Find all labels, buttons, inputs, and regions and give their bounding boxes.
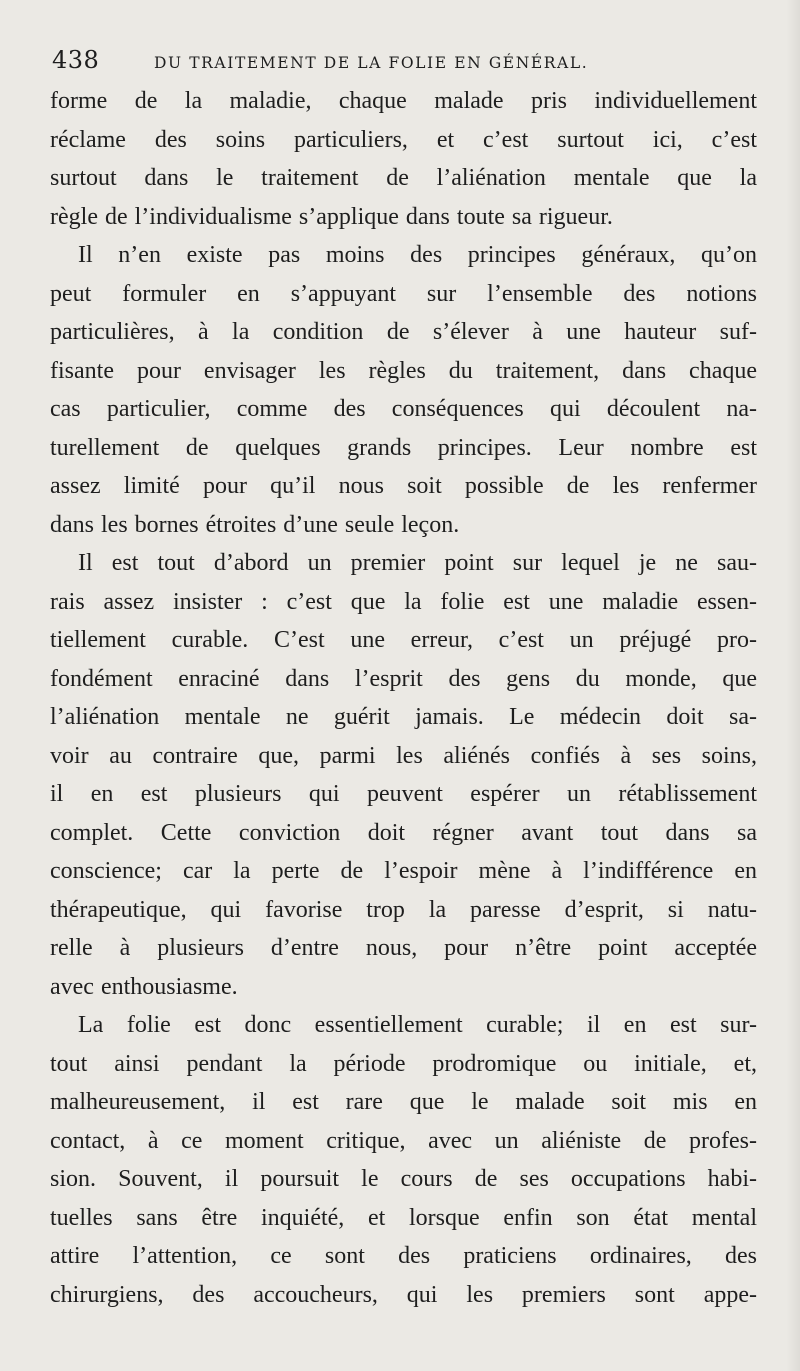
- text-line: tiellement curable. C’est une erreur, c’est un préjugé pro-: [50, 627, 757, 653]
- text-line: complet. Cette conviction doit régner avant tout dans sa: [50, 819, 757, 846]
- text-line: chirurgiens, des accoucheurs, qui les premiers sont appe-: [50, 1281, 757, 1308]
- text-line: attire l’attention, ce sont des praticiens ordinaires, des: [50, 1243, 757, 1269]
- running-title: DU TRAITEMENT DE LA FOLIE EN GÉNÉRAL.: [154, 54, 589, 72]
- text-line: particulières, à la condition de s’élever à une hauteur suf-: [50, 319, 757, 345]
- text-line: surtout dans le traitement de l’aliénation mentale que la: [50, 165, 757, 191]
- text-line: fisante pour envisager les règles du traitement, dans chaque: [50, 357, 757, 384]
- text-line: sion. Souvent, il poursuit le cours de ses occupations habi-: [50, 1166, 757, 1192]
- text-line: dans les bornes étroites d’une seule leçon.: [50, 511, 460, 538]
- text-line: conscience; car la perte de l’espoir mène à l’indifférence en: [50, 858, 757, 884]
- text-line: malheureusement, il est rare que le malade soit mis en: [50, 1089, 757, 1115]
- text-line: il en est plusieurs qui peuvent espérer un rétablissement: [50, 781, 757, 807]
- text-line: peut formuler en s’appuyant sur l’ensemble des notions: [50, 280, 757, 307]
- paragraph-start-line: La folie est donc essentiellement curable; il en est sur-: [78, 1012, 757, 1038]
- page-number: 438: [52, 46, 100, 74]
- running-head: [52, 40, 758, 80]
- body-text: [50, 82, 757, 1314]
- text-line: voir au contraire que, parmi les aliénés confiés à ses soins,: [50, 742, 757, 769]
- text-line: avec enthousiasme.: [50, 973, 238, 1000]
- text-line: relle à plusieurs d’entre nous, pour n’être point acceptée: [50, 935, 757, 961]
- text-line: turellement de quelques grands principes. Leur nombre est: [50, 434, 757, 461]
- text-line: contact, à ce moment critique, avec un aliéniste de profes-: [50, 1127, 757, 1154]
- paragraph-start-line: Il est tout d’abord un premier point sur lequel je ne sau-: [78, 550, 757, 576]
- text-line: fondément enraciné dans l’esprit des gens du monde, que: [50, 665, 757, 692]
- paragraph-start-line: Il n’en existe pas moins des principes généraux, qu’on: [78, 242, 757, 268]
- text-line: tout ainsi pendant la période prodromique ou initiale, et,: [50, 1050, 757, 1077]
- text-line: cas particulier, comme des conséquences qui découlent na-: [50, 396, 757, 422]
- text-line: règle de l’individualisme s’applique dans toute sa rigueur.: [50, 203, 613, 230]
- text-line: rais assez insister : c’est que la folie est une maladie essen-: [50, 588, 757, 615]
- text-line: réclame des soins particuliers, et c’est surtout ici, c’est: [50, 126, 757, 153]
- text-line: tuelles sans être inquiété, et lorsque enfin son état mental: [50, 1204, 757, 1231]
- text-line: l’aliénation mentale ne guérit jamais. Le médecin doit sa-: [50, 704, 757, 730]
- text-line: thérapeutique, qui favorise trop la paresse d’esprit, si natu-: [50, 896, 757, 923]
- text-line: forme de la maladie, chaque malade pris individuellement: [50, 88, 757, 114]
- text-line: assez limité pour qu’il nous soit possible de les renfermer: [50, 473, 757, 499]
